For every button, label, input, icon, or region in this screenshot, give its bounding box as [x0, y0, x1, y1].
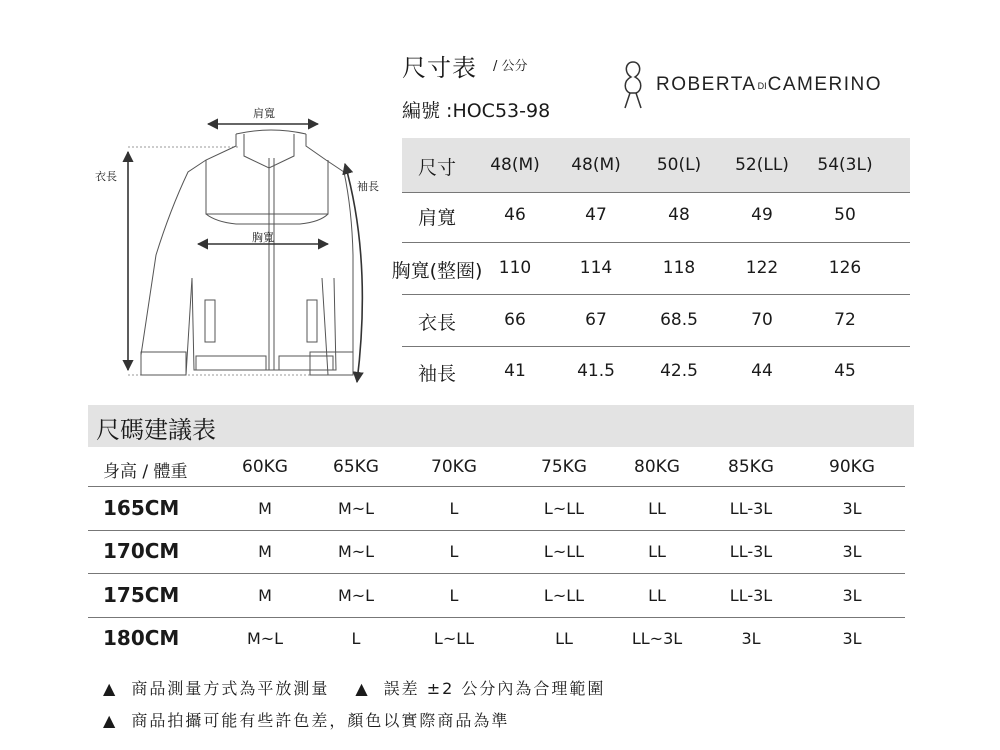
size-cell: 118	[662, 258, 696, 278]
rec-cell: LL	[648, 499, 666, 518]
rec-cell: LL	[648, 542, 666, 561]
rec-cell: LL	[648, 586, 666, 605]
rec-cell: L~LL	[543, 586, 585, 605]
note-line-1: ▲ 商品測量方式為平放測量 ▲ 誤差 ±2 公分內為合理範圍	[103, 679, 606, 698]
rec-corner-label: 身高 / 體重	[103, 462, 188, 482]
size-cell: 45	[834, 361, 856, 381]
size-cell: 48	[668, 205, 690, 225]
size-cell: 66	[504, 310, 526, 330]
rec-cell: 3L	[842, 542, 862, 561]
sleeve-arrow	[345, 164, 362, 382]
rec-cell: LL-3L	[729, 499, 773, 518]
size-column-header: 54(3L)	[817, 155, 873, 175]
rec-weight-header: 80KG	[634, 457, 680, 477]
rec-cell: M~L	[337, 499, 375, 518]
rec-cell: LL-3L	[729, 586, 773, 605]
rec-cell: 3L	[842, 586, 862, 605]
jacket-diagram	[80, 100, 400, 400]
size-column-header: 48(M)	[490, 155, 540, 175]
rec-cell: LL	[555, 629, 573, 648]
size-table-divider	[402, 294, 910, 295]
rec-cell: L~LL	[433, 629, 475, 648]
rec-weight-header: 85KG	[728, 457, 774, 477]
rec-cell: 3L	[842, 499, 862, 518]
rec-cell: L	[351, 629, 361, 648]
size-cell: 126	[828, 258, 862, 278]
rec-height-label: 165CM	[103, 496, 180, 520]
rec-divider	[88, 486, 905, 487]
unit-label: / 公分	[493, 59, 528, 74]
rec-cell: M~L	[337, 586, 375, 605]
rec-weight-header: 70KG	[431, 457, 477, 477]
size-cell: 68.5	[660, 310, 698, 330]
rec-weight-header: 75KG	[541, 457, 587, 477]
rec-divider	[88, 617, 905, 618]
size-row-label: 胸寬(整圈)	[391, 260, 483, 282]
size-header-label: 尺寸	[417, 157, 457, 179]
size-cell: 110	[498, 258, 532, 278]
size-cell: 67	[585, 310, 607, 330]
brand-emblem-icon	[620, 59, 646, 111]
rec-cell: L	[449, 586, 459, 605]
rec-cell: 3L	[842, 629, 862, 648]
size-cell: 114	[579, 258, 613, 278]
size-cell: 70	[751, 310, 773, 330]
size-cell: 41.5	[577, 361, 615, 381]
jacket-outline	[141, 130, 353, 375]
size-cell: 44	[751, 361, 773, 381]
size-cell: 122	[745, 258, 779, 278]
size-cell: 46	[504, 205, 526, 225]
rec-height-label: 170CM	[103, 539, 180, 563]
recommendation-title: 尺碼建議表	[96, 416, 216, 444]
size-cell: 42.5	[660, 361, 698, 381]
chest-label: 胸寬	[252, 231, 274, 244]
size-table-divider	[402, 242, 910, 243]
rec-cell: 3L	[741, 629, 761, 648]
triangle-icon: ▲	[355, 679, 370, 698]
product-code: 編號 :HOC53-98	[402, 100, 551, 122]
rec-cell: M~L	[246, 629, 284, 648]
rec-cell: M	[258, 542, 272, 561]
shoulder-label: 肩寬	[253, 107, 275, 120]
size-column-header: 50(L)	[656, 155, 702, 175]
rec-cell: LL-3L	[729, 542, 773, 561]
rec-cell: L	[449, 542, 459, 561]
size-column-header: 48(M)	[571, 155, 621, 175]
size-cell: 72	[834, 310, 856, 330]
rec-weight-header: 65KG	[333, 457, 379, 477]
rec-divider	[88, 573, 905, 574]
rec-cell: L~LL	[543, 499, 585, 518]
sleeve-label: 袖長	[357, 180, 379, 193]
size-table-divider	[402, 192, 910, 193]
rec-divider	[88, 530, 905, 531]
rec-cell: L	[449, 499, 459, 518]
rec-cell: LL~3L	[631, 629, 683, 648]
size-row-label: 肩寬	[417, 207, 457, 229]
rec-cell: M~L	[337, 542, 375, 561]
rec-cell: M	[258, 499, 272, 518]
size-row-label: 衣長	[417, 312, 457, 334]
rec-cell: L~LL	[543, 542, 585, 561]
rec-weight-header: 60KG	[242, 457, 288, 477]
size-column-header: 52(LL)	[735, 155, 789, 175]
rec-height-label: 180CM	[103, 626, 180, 650]
page-title: 尺寸表	[402, 54, 477, 82]
rec-weight-header: 90KG	[829, 457, 875, 477]
triangle-icon: ▲	[103, 679, 118, 698]
rec-cell: M	[258, 586, 272, 605]
brand-logo	[620, 58, 882, 112]
brand-name: ROBERTADICAMERINO	[656, 74, 882, 95]
size-table-divider	[402, 346, 910, 347]
note-line-2: ▲ 商品拍攝可能有些許色差，顏色以實際商品為準	[103, 711, 510, 730]
size-cell: 47	[585, 205, 607, 225]
rec-height-label: 175CM	[103, 583, 180, 607]
size-cell: 50	[834, 205, 856, 225]
size-row-label: 袖長	[417, 363, 457, 385]
size-cell: 49	[751, 205, 773, 225]
size-cell: 41	[504, 361, 526, 381]
triangle-icon: ▲	[103, 711, 118, 730]
length-label: 衣長	[95, 170, 117, 183]
